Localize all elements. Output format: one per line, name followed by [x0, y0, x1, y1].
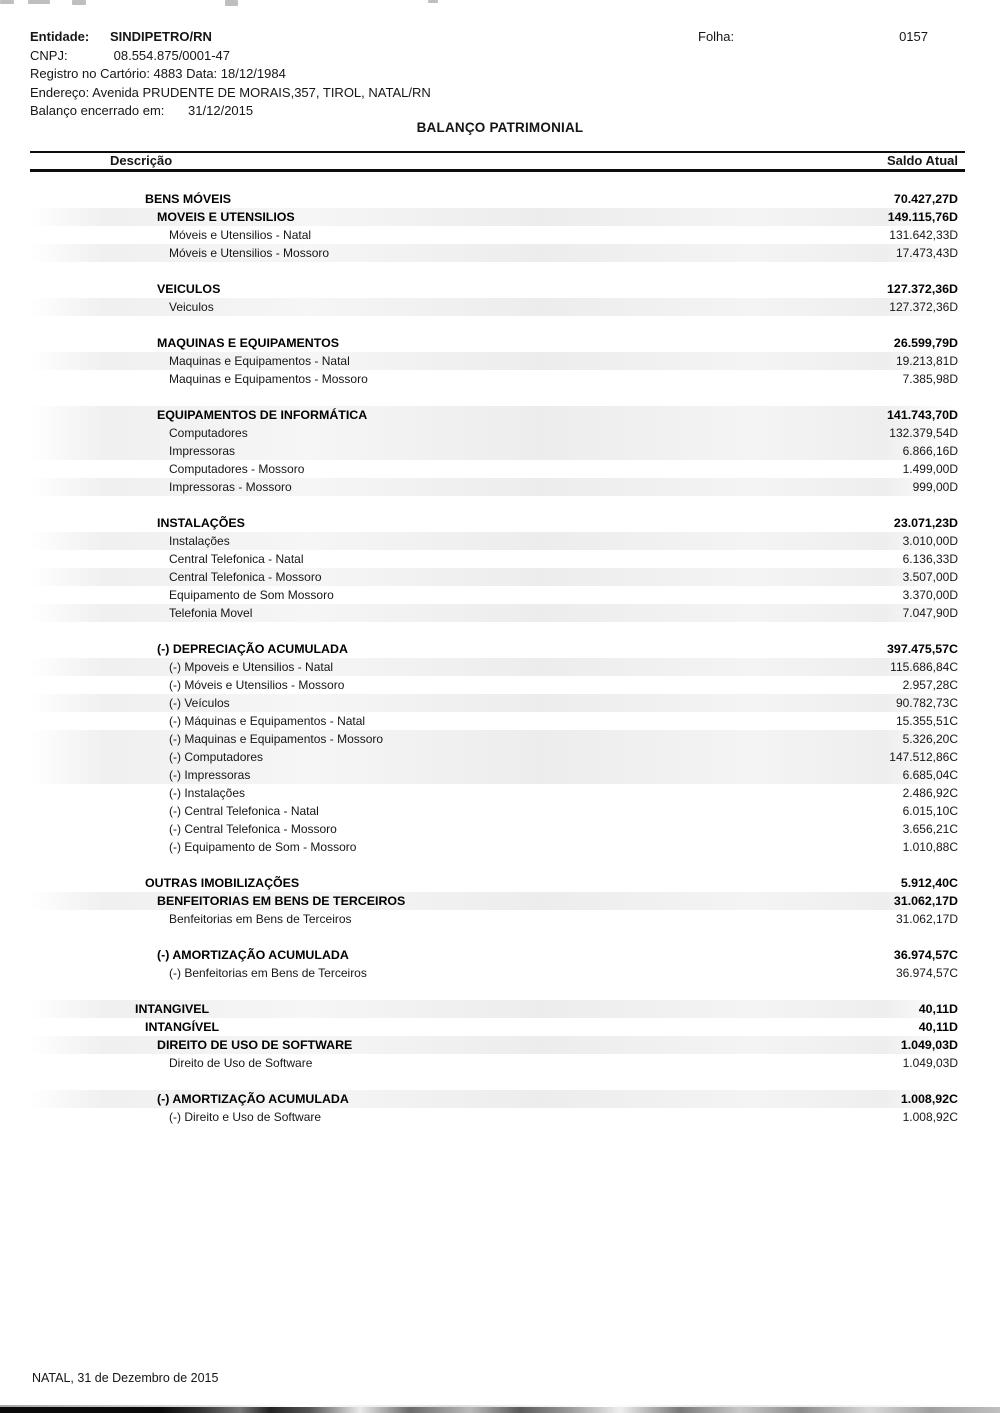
table-row — [30, 1054, 958, 1072]
row-value: 397.475,57C — [887, 642, 958, 656]
row-label: (-) AMORTIZAÇÃO ACUMULADA — [157, 1092, 349, 1106]
entity-label: Entidade: — [30, 29, 90, 44]
table-row — [30, 586, 958, 604]
row-value: 132.379,54D — [889, 426, 958, 440]
report-title: BALANÇO PATRIMONIAL — [416, 120, 584, 135]
scan-artifact — [225, 0, 238, 6]
column-header-descricao: Descrição — [110, 152, 173, 168]
row-label: (-) Equipamento de Som - Mossoro — [169, 840, 357, 854]
table-row — [30, 1036, 958, 1054]
row-gap — [30, 316, 958, 334]
scan-artifact — [28, 0, 50, 4]
row-value: 5.912,40C — [900, 876, 958, 890]
row-label: Veiculos — [169, 300, 214, 314]
row-label: (-) Maquinas e Equipamentos - Mossoro — [169, 732, 384, 746]
table-row — [30, 874, 958, 892]
row-label: OUTRAS IMOBILIZAÇÕES — [145, 876, 300, 890]
row-label: (-) Mpoveis e Utensilios - Natal — [169, 660, 334, 674]
row-value: 40,11D — [918, 1002, 958, 1016]
table-row — [30, 334, 958, 352]
table-row — [30, 748, 958, 766]
table-row — [30, 478, 958, 496]
row-value: 1.049,03D — [900, 1038, 958, 1052]
row-value: 1.008,92C — [900, 1092, 958, 1106]
cnpj-value: 08.554.875/0001-47 — [113, 47, 231, 63]
row-label: MOVEIS E UTENSILIOS — [157, 210, 295, 224]
table-row — [30, 460, 958, 478]
table-row — [30, 712, 958, 730]
row-gap — [30, 928, 958, 946]
row-value: 26.599,79D — [893, 336, 958, 350]
row-value: 1.010,88C — [902, 840, 958, 854]
table-row — [30, 964, 958, 982]
table-row — [30, 424, 958, 442]
closing-date-value: 31/12/2015 — [188, 103, 254, 119]
registry-line: Registro no Cartório: 4883 Data: 18/12/1984 — [30, 66, 286, 82]
table-rule-bottom — [30, 169, 965, 172]
row-gap — [30, 982, 958, 1000]
table-row — [30, 1018, 958, 1036]
table-row — [30, 604, 958, 622]
row-label: DIREITO DE USO DE SOFTWARE — [157, 1038, 353, 1052]
row-value: 15.355,51C — [895, 714, 958, 728]
row-label: BENFEITORIAS EM BENS DE TERCEIROS — [157, 894, 406, 908]
row-value: 1.049,03D — [902, 1056, 958, 1070]
entity-value: SINDIPETRO/RN — [110, 29, 212, 44]
row-value: 147.512,86C — [889, 750, 958, 764]
row-label: Móveis e Utensilios - Natal — [169, 228, 312, 242]
scan-artifact — [428, 0, 438, 3]
table-row — [30, 244, 958, 262]
row-label: (-) AMORTIZAÇÃO ACUMULADA — [157, 948, 349, 962]
row-value: 1.008,92C — [902, 1110, 958, 1124]
row-value: 40,11D — [918, 1020, 958, 1034]
cnpj-label: CNPJ: — [30, 47, 68, 63]
table-row — [30, 280, 958, 298]
row-value: 127.372,36D — [889, 300, 958, 314]
row-label: INTANGIVEL — [135, 1002, 210, 1016]
table-row — [30, 532, 958, 550]
row-value: 6.015,10C — [902, 804, 958, 818]
row-value: 6.136,33D — [902, 552, 958, 566]
row-value: 70.427,27D — [893, 192, 958, 206]
table-row — [30, 658, 958, 676]
row-label: (-) Impressoras — [169, 768, 251, 782]
table-row — [30, 910, 958, 928]
row-value: 2.486,92C — [902, 786, 958, 800]
row-label: (-) Veículos — [169, 696, 230, 710]
row-label: Computadores - Mossoro — [169, 462, 305, 476]
row-label: (-) Direito e Uso de Software — [169, 1110, 322, 1124]
row-value: 115.686,84C — [890, 660, 958, 674]
row-value: 31.062,17D — [893, 894, 958, 908]
row-value: 127.372,36D — [887, 282, 958, 296]
row-label: Central Telefonica - Natal — [169, 552, 304, 566]
scan-artifact — [72, 0, 86, 5]
row-value: 999,00D — [912, 480, 958, 494]
table-body — [30, 190, 958, 1126]
table-row — [30, 550, 958, 568]
row-value: 141.743,70D — [887, 408, 958, 422]
table-row — [30, 766, 958, 784]
row-value: 31.062,17D — [895, 912, 958, 926]
row-value: 36.974,57C — [895, 966, 958, 980]
table-row — [30, 946, 958, 964]
row-value: 131.642,33D — [889, 228, 958, 242]
row-label: Impressoras — [169, 444, 236, 458]
table-row — [30, 406, 958, 424]
table-row — [30, 352, 958, 370]
table-row — [30, 226, 958, 244]
row-value: 3.656,21C — [902, 822, 958, 836]
table-row — [30, 1090, 958, 1108]
row-label: BENS MÓVEIS — [145, 192, 232, 206]
table-row — [30, 514, 958, 532]
row-label: Central Telefonica - Mossoro — [169, 570, 322, 584]
address-line: Endereço: Avenida PRUDENTE DE MORAIS,357, TIROL, NATAL/RN — [30, 84, 431, 100]
row-label: (-) Central Telefonica - Natal — [169, 804, 319, 818]
row-gap — [30, 622, 958, 640]
row-value: 7.047,90D — [902, 606, 958, 620]
scan-edge-bar — [0, 1407, 1000, 1413]
row-gap — [30, 1072, 958, 1090]
table-row — [30, 784, 958, 802]
closing-date-label: Balanço encerrado em: — [30, 103, 165, 119]
row-value: 2.957,28C — [902, 678, 958, 692]
table-row — [30, 208, 958, 226]
table-row — [30, 892, 958, 910]
row-gap — [30, 496, 958, 514]
row-value: 90.782,73C — [895, 696, 958, 710]
table-row — [30, 694, 958, 712]
sheet-number-label: Folha: — [698, 29, 735, 44]
row-label: Maquinas e Equipamentos - Mossoro — [169, 372, 368, 386]
row-label: Computadores — [169, 426, 248, 440]
row-label: Móveis e Utensilios - Mossoro — [169, 246, 330, 260]
table-row — [30, 676, 958, 694]
row-gap — [30, 262, 958, 280]
column-header-saldo-atual: Saldo Atual — [886, 152, 958, 168]
row-value: 6.866,16D — [902, 444, 958, 458]
table-row — [30, 298, 958, 316]
row-value: 23.071,23D — [893, 516, 958, 530]
row-label: Instalações — [169, 534, 230, 548]
row-label: (-) DEPRECIAÇÃO ACUMULADA — [157, 642, 348, 656]
row-label: MAQUINAS E EQUIPAMENTOS — [157, 336, 339, 350]
row-label: (-) Computadores — [169, 750, 264, 764]
row-value: 3.010,00D — [902, 534, 958, 548]
row-label: INSTALAÇÕES — [157, 516, 245, 530]
table-row — [30, 640, 958, 658]
row-label: (-) Instalações — [169, 786, 246, 800]
row-value: 1.499,00D — [902, 462, 958, 476]
sheet-number-value: 0157 — [899, 29, 928, 44]
row-label: Telefonia Movel — [169, 606, 253, 620]
row-label: VEICULOS — [157, 282, 221, 296]
table-row — [30, 802, 958, 820]
row-value: 3.507,00D — [902, 570, 958, 584]
table-row — [30, 1108, 958, 1126]
footer-place-date: NATAL, 31 de Dezembro de 2015 — [32, 1371, 219, 1385]
table-row — [30, 838, 958, 856]
row-label: Direito de Uso de Software — [169, 1056, 313, 1070]
row-value: 7.385,98D — [902, 372, 958, 386]
row-label: Impressoras - Mossoro — [169, 480, 292, 494]
row-value: 36.974,57C — [893, 948, 958, 962]
table-row — [30, 190, 958, 208]
row-value: 149.115,76D — [887, 210, 958, 224]
row-value: 19.213,81D — [895, 354, 958, 368]
row-gap — [30, 388, 958, 406]
row-value: 17.473,43D — [895, 246, 958, 260]
table-row — [30, 370, 958, 388]
table-row — [30, 820, 958, 838]
table-row — [30, 442, 958, 460]
row-label: Equipamento de Som Mossoro — [169, 588, 334, 602]
row-label: Benfeitorias em Bens de Terceiros — [169, 912, 352, 926]
row-value: 6.685,04C — [902, 768, 958, 782]
table-row — [30, 1000, 958, 1018]
row-value: 3.370,00D — [902, 588, 958, 602]
row-label: (-) Central Telefonica - Mossoro — [169, 822, 337, 836]
document-header — [30, 28, 970, 121]
row-label: (-) Benfeitorias em Bens de Terceiros — [169, 966, 367, 980]
row-value: 5.326,20C — [902, 732, 958, 746]
row-label: (-) Móveis e Utensilios - Mossoro — [169, 678, 345, 692]
row-label: INTANGÍVEL — [145, 1020, 220, 1034]
table-header — [30, 153, 958, 168]
row-gap — [30, 856, 958, 874]
row-label: Maquinas e Equipamentos - Natal — [169, 354, 350, 368]
row-label: EQUIPAMENTOS DE INFORMÁTICA — [157, 408, 368, 422]
row-label: (-) Máquinas e Equipamentos - Natal — [169, 714, 366, 728]
table-row — [30, 568, 958, 586]
table-row — [30, 730, 958, 748]
scan-artifact — [0, 0, 14, 4]
